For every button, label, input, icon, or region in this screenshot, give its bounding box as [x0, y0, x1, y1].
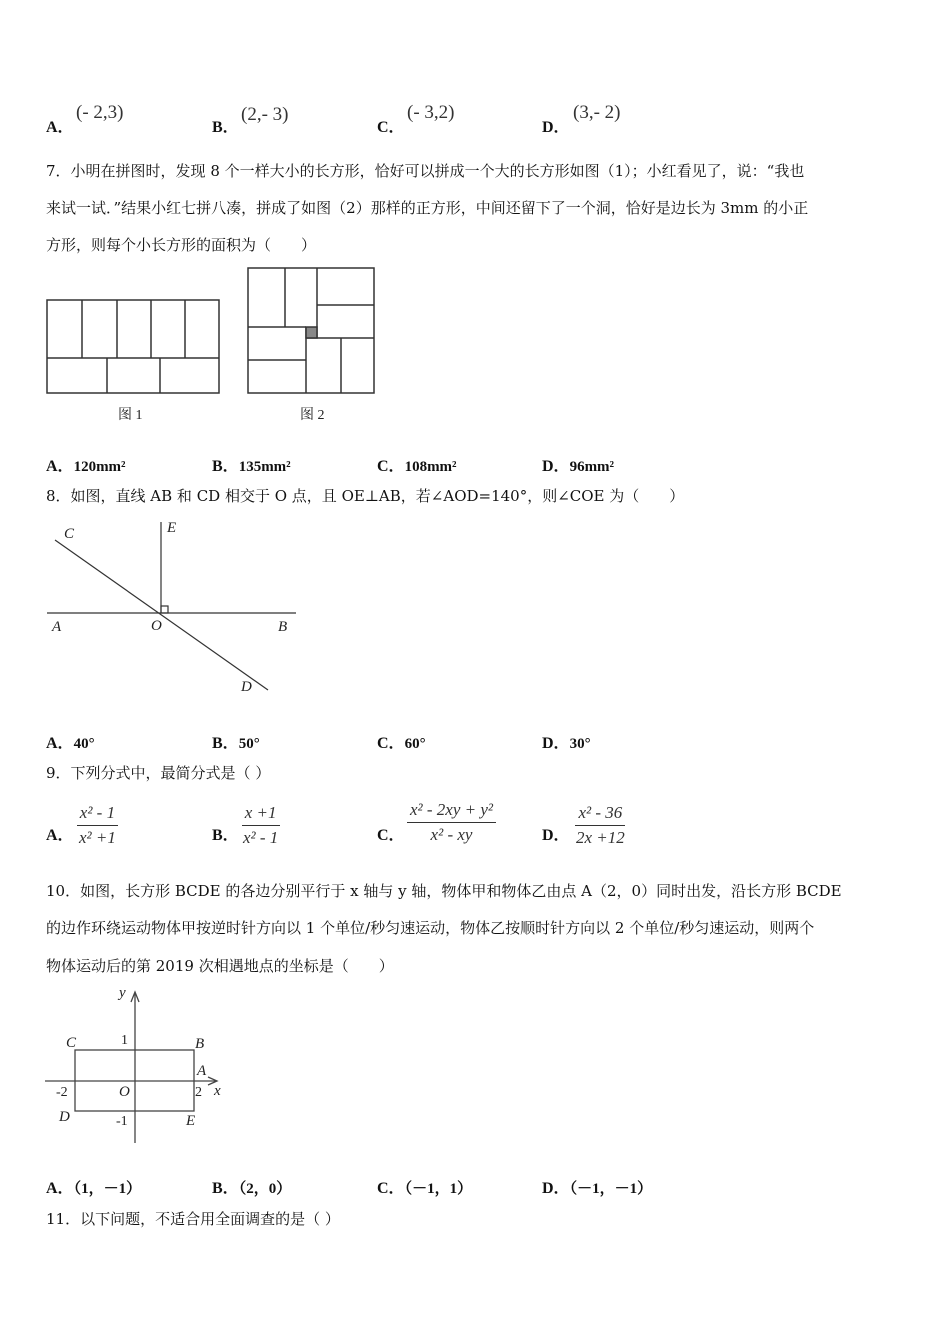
q7-option-d[interactable]: D．96mm² [542, 458, 615, 475]
axis-label-x: x [214, 1083, 221, 1099]
label-b: B [278, 619, 288, 635]
q7-text-line-3: 方形，则每个小长方形的面积为（ ） [46, 236, 317, 254]
q9-option-a-fraction: $\frac{\text{x² - 1}}{\text{x² +1}}$ [76, 803, 119, 848]
q6-option-d[interactable]: D． [542, 119, 570, 136]
q8-figure [47, 522, 296, 690]
q9-option-a[interactable]: A． [46, 827, 74, 844]
tick-neg-2: -2 [56, 1085, 68, 1100]
point-a: A [197, 1063, 207, 1079]
q9-option-c[interactable]: C． [377, 827, 405, 844]
fig2-caption: 图 2 [300, 408, 325, 423]
q8-option-b[interactable]: B．50° [212, 735, 260, 752]
q10-option-d[interactable]: D．（－1，－1） [542, 1180, 653, 1197]
q8-option-a[interactable]: A．40° [46, 735, 95, 752]
q10-text-line-3: 物体运动后的第 2019 次相遇地点的坐标是（ ） [46, 957, 394, 975]
q9-text: 9．下列分式中，最简分式是（ ） [46, 764, 271, 782]
q10-option-b[interactable]: B．（2，0） [212, 1180, 292, 1197]
tick-2: 2 [195, 1085, 202, 1100]
q7-option-a[interactable]: A．120mm² [46, 458, 126, 475]
q6-option-a-value: (- 2,3) [76, 102, 124, 123]
q7-figure-1 [47, 300, 219, 393]
label-e: E [167, 520, 177, 536]
q9-option-c-fraction: $\frac{\text{x² - 2xy + y²}}{\text{x² - xy}}$ [407, 800, 496, 845]
label-o: O [151, 618, 162, 634]
q6-option-d-value: (3,- 2) [573, 102, 621, 123]
q6-option-c[interactable]: C． [377, 119, 405, 136]
q6-option-a[interactable]: A． [46, 119, 74, 136]
q9-option-d[interactable]: D． [542, 827, 570, 844]
q11-text: 11．以下问题，不适合用全面调查的是（ ） [46, 1210, 340, 1228]
q8-text: 8．如图，直线 AB 和 CD 相交于 O 点，且 OE⊥AB，若∠AOD=140°，则∠COE 为（ ） [46, 487, 685, 505]
q10-text-line-2: 的边作环绕运动物体甲按逆时针方向以 1 个单位/秒匀速运动，物体乙按顺时针方向以 2 个单位/秒匀速运动，则两个 [46, 919, 815, 937]
q8-option-d[interactable]: D．30° [542, 735, 591, 752]
point-d: D [59, 1109, 70, 1125]
q9-option-b-fraction: $\frac{x +1}{\text{x² - 1}}$ [243, 803, 279, 847]
label-d: D [241, 679, 252, 695]
q7-figure-2 [248, 268, 374, 393]
q10-option-a[interactable]: A．（1，－1） [46, 1180, 142, 1197]
q7-text-line-1: 7．小明在拼图时，发现 8 个一样大小的长方形，恰好可以拼成一个大的长方形如图（1）；小红看见了，说：“我也 [46, 162, 805, 180]
q9-option-d-fraction: $\frac{\text{x² - 36}}{2x +12}$ [576, 803, 625, 847]
point-b: B [195, 1036, 205, 1052]
q7-option-b[interactable]: B．135mm² [212, 458, 291, 475]
point-c: C [66, 1035, 77, 1051]
tick-neg-1: -1 [116, 1114, 128, 1129]
label-a: A [52, 619, 62, 635]
q6-option-b[interactable]: B． [212, 119, 239, 136]
hole-square [306, 327, 317, 338]
q6-option-c-value: (- 3,2) [407, 102, 455, 123]
q10-option-c[interactable]: C．（－1，1） [377, 1180, 473, 1197]
point-e: E [186, 1113, 196, 1129]
axis-label-y: y [119, 985, 126, 1001]
fig1-caption: 图 1 [118, 408, 143, 423]
q8-option-c[interactable]: C．60° [377, 735, 426, 752]
tick-1: 1 [121, 1033, 128, 1048]
q7-option-c[interactable]: C．108mm² [377, 458, 457, 475]
q10-text-line-1: 10．如图，长方形 BCDE 的各边分别平行于 x 轴与 y 轴，物体甲和物体乙由点 A（2，0）同时出发，沿长方形 BCDE [46, 882, 842, 900]
q7-text-line-2: 来试一试．”结果小红七拼八凑，拼成了如图（2）那样的正方形，中间还留下了一个洞，恰好是边长为 3mm 的小正 [46, 199, 809, 217]
label-c: C [64, 526, 75, 542]
q6-option-b-value: (2,- 3) [241, 104, 289, 125]
q9-option-b[interactable]: B． [212, 827, 239, 844]
origin-o: O [119, 1084, 130, 1100]
